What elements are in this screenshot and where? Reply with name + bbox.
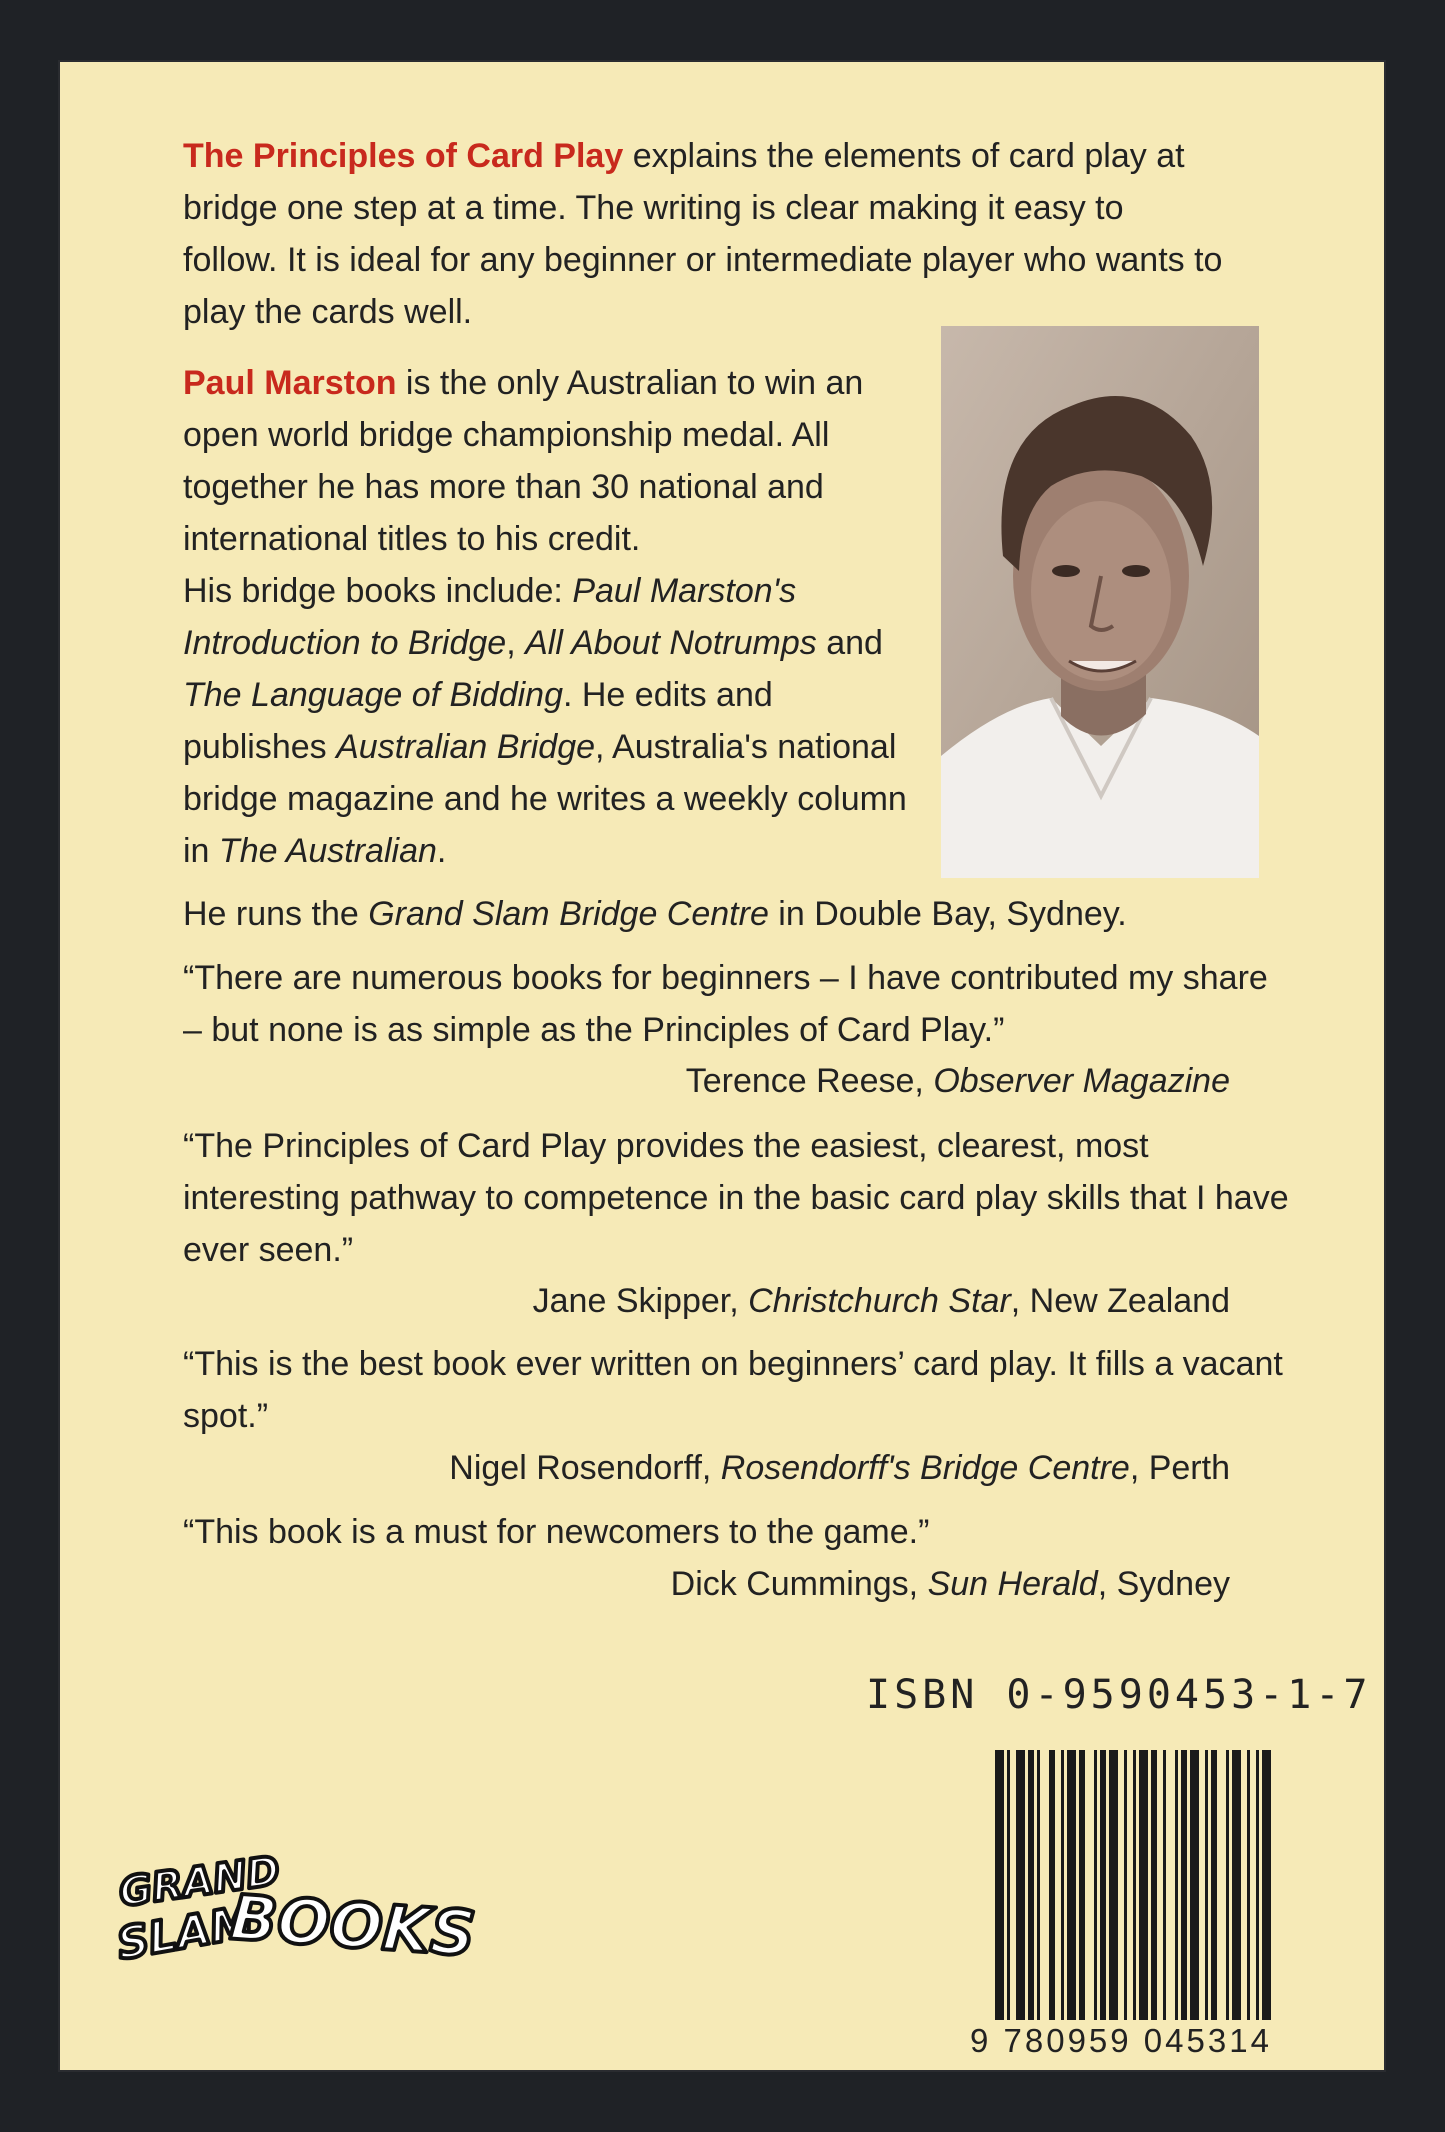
barcode-bar bbox=[1061, 1750, 1064, 2020]
intro-text: explains the elements of card play at bridge one step at a time. The writing is clear making it easy to follow. It is ideal for any beginner or intermediate player who wants to play the cards well. bbox=[183, 137, 1223, 331]
review-attribution bbox=[449, 1442, 1230, 1494]
centre-paragraph bbox=[183, 888, 1223, 940]
review-quote: “The Principles of Card Play provides the easiest, clearest, most interesting pathway to competence in the basic card play skills that I have ever seen.” bbox=[183, 1127, 1289, 1269]
magazine-title: Australian Bridge bbox=[336, 728, 596, 766]
barcode-bar bbox=[1079, 1750, 1085, 2020]
svg-text:BOOKS: BOOKS bbox=[227, 1880, 478, 1971]
barcode-bar bbox=[1232, 1750, 1241, 2020]
centre-name: Grand Slam Bridge Centre bbox=[368, 895, 769, 933]
barcode-bar bbox=[1190, 1750, 1199, 2020]
author-portrait-image bbox=[941, 326, 1259, 878]
grand-slam-books-logo bbox=[110, 1844, 478, 1984]
barcode-bar bbox=[1007, 1750, 1010, 2020]
barcode bbox=[995, 1750, 1377, 2020]
barcode-number: 9 780959 045314 bbox=[970, 2022, 1272, 2059]
barcode-bar bbox=[1139, 1750, 1148, 2020]
separator: and bbox=[816, 624, 883, 662]
reviewer: Nigel Rosendorff, bbox=[449, 1449, 721, 1487]
books-intro: His bridge books include: bbox=[183, 572, 573, 610]
review-source: Observer Magazine bbox=[933, 1062, 1230, 1100]
review-source: Rosendorff's Bridge Centre bbox=[720, 1449, 1130, 1487]
author-photo bbox=[941, 326, 1259, 878]
period: . bbox=[436, 832, 447, 870]
author-name: Paul Marston bbox=[183, 364, 397, 402]
barcode-bar bbox=[1181, 1750, 1187, 2020]
barcode-bar bbox=[1094, 1750, 1097, 2020]
barcode-bar bbox=[1256, 1750, 1259, 2020]
barcode-bar bbox=[1016, 1750, 1025, 2020]
reviewer: Terence Reese, bbox=[685, 1062, 934, 1100]
barcode-bar bbox=[1205, 1750, 1208, 2020]
reviewer: Jane Skipper, bbox=[532, 1282, 749, 1320]
separator: , bbox=[506, 624, 526, 662]
author-bio: is the only Australian to win an open world bridge championship medal. All together he has more than 30 national and international titles to his credit. bbox=[183, 364, 864, 558]
barcode-bar bbox=[1175, 1750, 1178, 2020]
newspaper-title: The Australian bbox=[218, 832, 437, 870]
barcode-bar bbox=[1211, 1750, 1217, 2020]
review-attribution bbox=[686, 1055, 1230, 1107]
barcode-bar bbox=[1133, 1750, 1136, 2020]
centre-suffix: in Double Bay, Sydney. bbox=[768, 895, 1127, 933]
barcode-bar bbox=[1109, 1750, 1118, 2020]
review-quote: “This book is a must for newcomers to the game.” bbox=[183, 1513, 930, 1551]
review-quote: “This is the best book ever written on beginners’ card play. It fills a vacant spot.” bbox=[183, 1345, 1283, 1435]
barcode-bar bbox=[1049, 1750, 1055, 2020]
review-quote: “There are numerous books for beginners – I have contributed my share – but none is as simple as the Principles of Card Play.” bbox=[183, 959, 1268, 1049]
review-attribution bbox=[671, 1558, 1230, 1610]
centre-prefix: He runs the bbox=[183, 895, 369, 933]
isbn-label: ISBN 0-9590453-1-7 bbox=[866, 1672, 1372, 1718]
barcode-bar bbox=[1028, 1750, 1034, 2020]
review-place: , New Zealand bbox=[1010, 1282, 1230, 1320]
barcode-bar bbox=[995, 1750, 1004, 2020]
barcode-bar bbox=[1247, 1750, 1250, 2020]
edits-text: . He edits and publishes bbox=[183, 676, 773, 766]
book-title-1: Paul Marston's Introduction to Bridge bbox=[183, 572, 797, 662]
book-title: The Principles of Card Play bbox=[183, 137, 624, 175]
svg-text:SLAM: SLAM bbox=[113, 1896, 258, 1971]
barcode-bar bbox=[1037, 1750, 1040, 2020]
barcode-bar bbox=[1067, 1750, 1076, 2020]
book-title-2: All About Notrumps bbox=[525, 624, 817, 662]
svg-text:GRAND: GRAND bbox=[116, 1848, 283, 1916]
barcode-bar bbox=[1226, 1750, 1229, 2020]
book-back-cover bbox=[60, 62, 1384, 2070]
book-title-3: The Language of Bidding bbox=[183, 676, 563, 714]
review-source: Christchurch Star bbox=[748, 1282, 1011, 1320]
barcode-bar bbox=[1100, 1750, 1106, 2020]
barcode-bar bbox=[1163, 1750, 1166, 2020]
barcode-bar bbox=[1151, 1750, 1157, 2020]
reviewer: Dick Cummings, bbox=[670, 1565, 928, 1603]
review-place: , Perth bbox=[1129, 1449, 1230, 1487]
intro-paragraph bbox=[183, 130, 1223, 338]
review-attribution bbox=[533, 1275, 1230, 1327]
review-place: , Sydney bbox=[1097, 1565, 1230, 1603]
barcode-bar bbox=[1262, 1750, 1271, 2020]
barcode-bar bbox=[1124, 1750, 1127, 2020]
magazine-desc: , Australia's national bridge magazine and he writes a weekly column in bbox=[183, 728, 907, 870]
author-paragraph bbox=[183, 357, 923, 877]
review-source: Sun Herald bbox=[927, 1565, 1098, 1603]
